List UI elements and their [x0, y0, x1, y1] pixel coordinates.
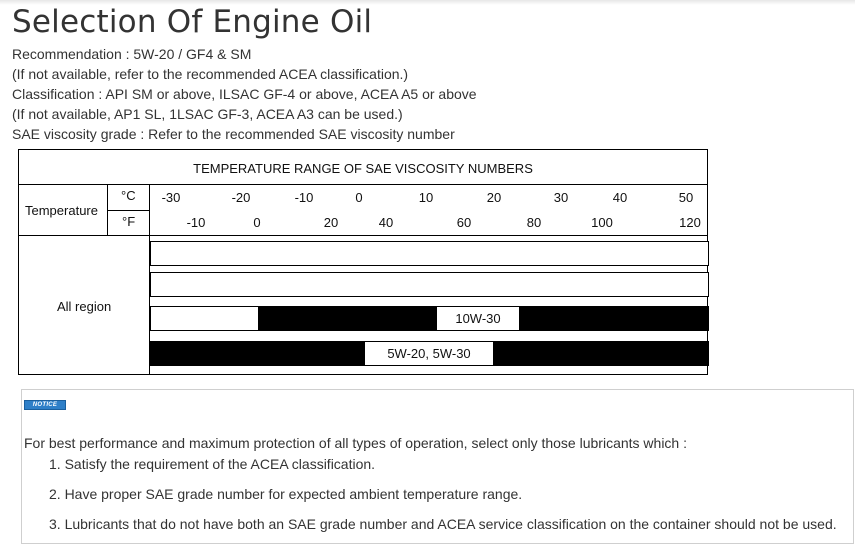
celsius-tick: 50 [678, 190, 694, 205]
notice-badge: NOTICE [24, 400, 66, 410]
header-top-line [19, 184, 707, 185]
grade-label-10w30: 10W-30 [437, 307, 519, 330]
fahrenheit-tick: 120 [679, 215, 701, 230]
celsius-unit: °C [121, 188, 136, 203]
fahrenheit-tick: 60 [456, 215, 472, 230]
fahrenheit-tick: 0 [253, 215, 261, 230]
celsius-tick: 0 [355, 190, 363, 205]
viscosity-table [18, 149, 708, 375]
fahrenheit-tick: 80 [526, 215, 542, 230]
header-bottom-line [19, 235, 707, 236]
classification-line: Classification : API SM or above, ILSAC GF-4 or above, ACEA A5 or above [12, 86, 477, 102]
celsius-tick: -20 [231, 190, 251, 205]
recommendation-note: (If not available, refer to the recommended ACEA classification.) [12, 66, 409, 82]
grade-label-5w20-5w30: 5W-20, 5W-30 [365, 342, 493, 365]
celsius-tick: -30 [161, 190, 181, 205]
celsius-tick: 20 [486, 190, 502, 205]
celsius-tick: 40 [612, 190, 628, 205]
classification-note: (If not available, AP1 SL, 1LSAC GF-3, ACEA A3 can be used.) [12, 106, 403, 122]
celsius-tick: -10 [294, 190, 314, 205]
celsius-tick: 10 [418, 190, 434, 205]
fahrenheit-tick: 20 [323, 215, 339, 230]
region-label: All region [57, 299, 112, 314]
sae-grade-line: SAE viscosity grade : Refer to the recommended SAE viscosity number [12, 126, 455, 142]
grade-row-empty [150, 241, 709, 266]
fahrenheit-unit: °F [122, 214, 136, 229]
notice-box [21, 389, 854, 544]
notice-item-1: 1. Satisfy the requirement of the ACEA classification. [49, 456, 376, 472]
fahrenheit-tick: 100 [591, 215, 613, 230]
celsius-tick: 30 [553, 190, 569, 205]
unit-divider-line [107, 210, 149, 211]
fahrenheit-tick: 40 [378, 215, 394, 230]
notice-intro: For best performance and maximum protection of all types of operation, select only those lubricants which : [24, 435, 687, 451]
notice-item-2: 2. Have proper SAE grade number for expected ambient temperature range. [49, 486, 523, 502]
temperature-label: Temperature [25, 203, 98, 218]
table-title: TEMPERATURE RANGE OF SAE VISCOSITY NUMBERS [193, 161, 533, 176]
page-title: Selection Of Engine Oil [12, 4, 373, 40]
fahrenheit-tick: -10 [186, 215, 206, 230]
grade-row-empty [150, 272, 709, 297]
unit-column-line [107, 184, 108, 236]
notice-item-3: 3. Lubricants that do not have both an SAE grade number and ACEA service classification on the container should not be used. [49, 516, 837, 532]
recommendation-line: Recommendation : 5W-20 / GF4 & SM [12, 46, 252, 62]
